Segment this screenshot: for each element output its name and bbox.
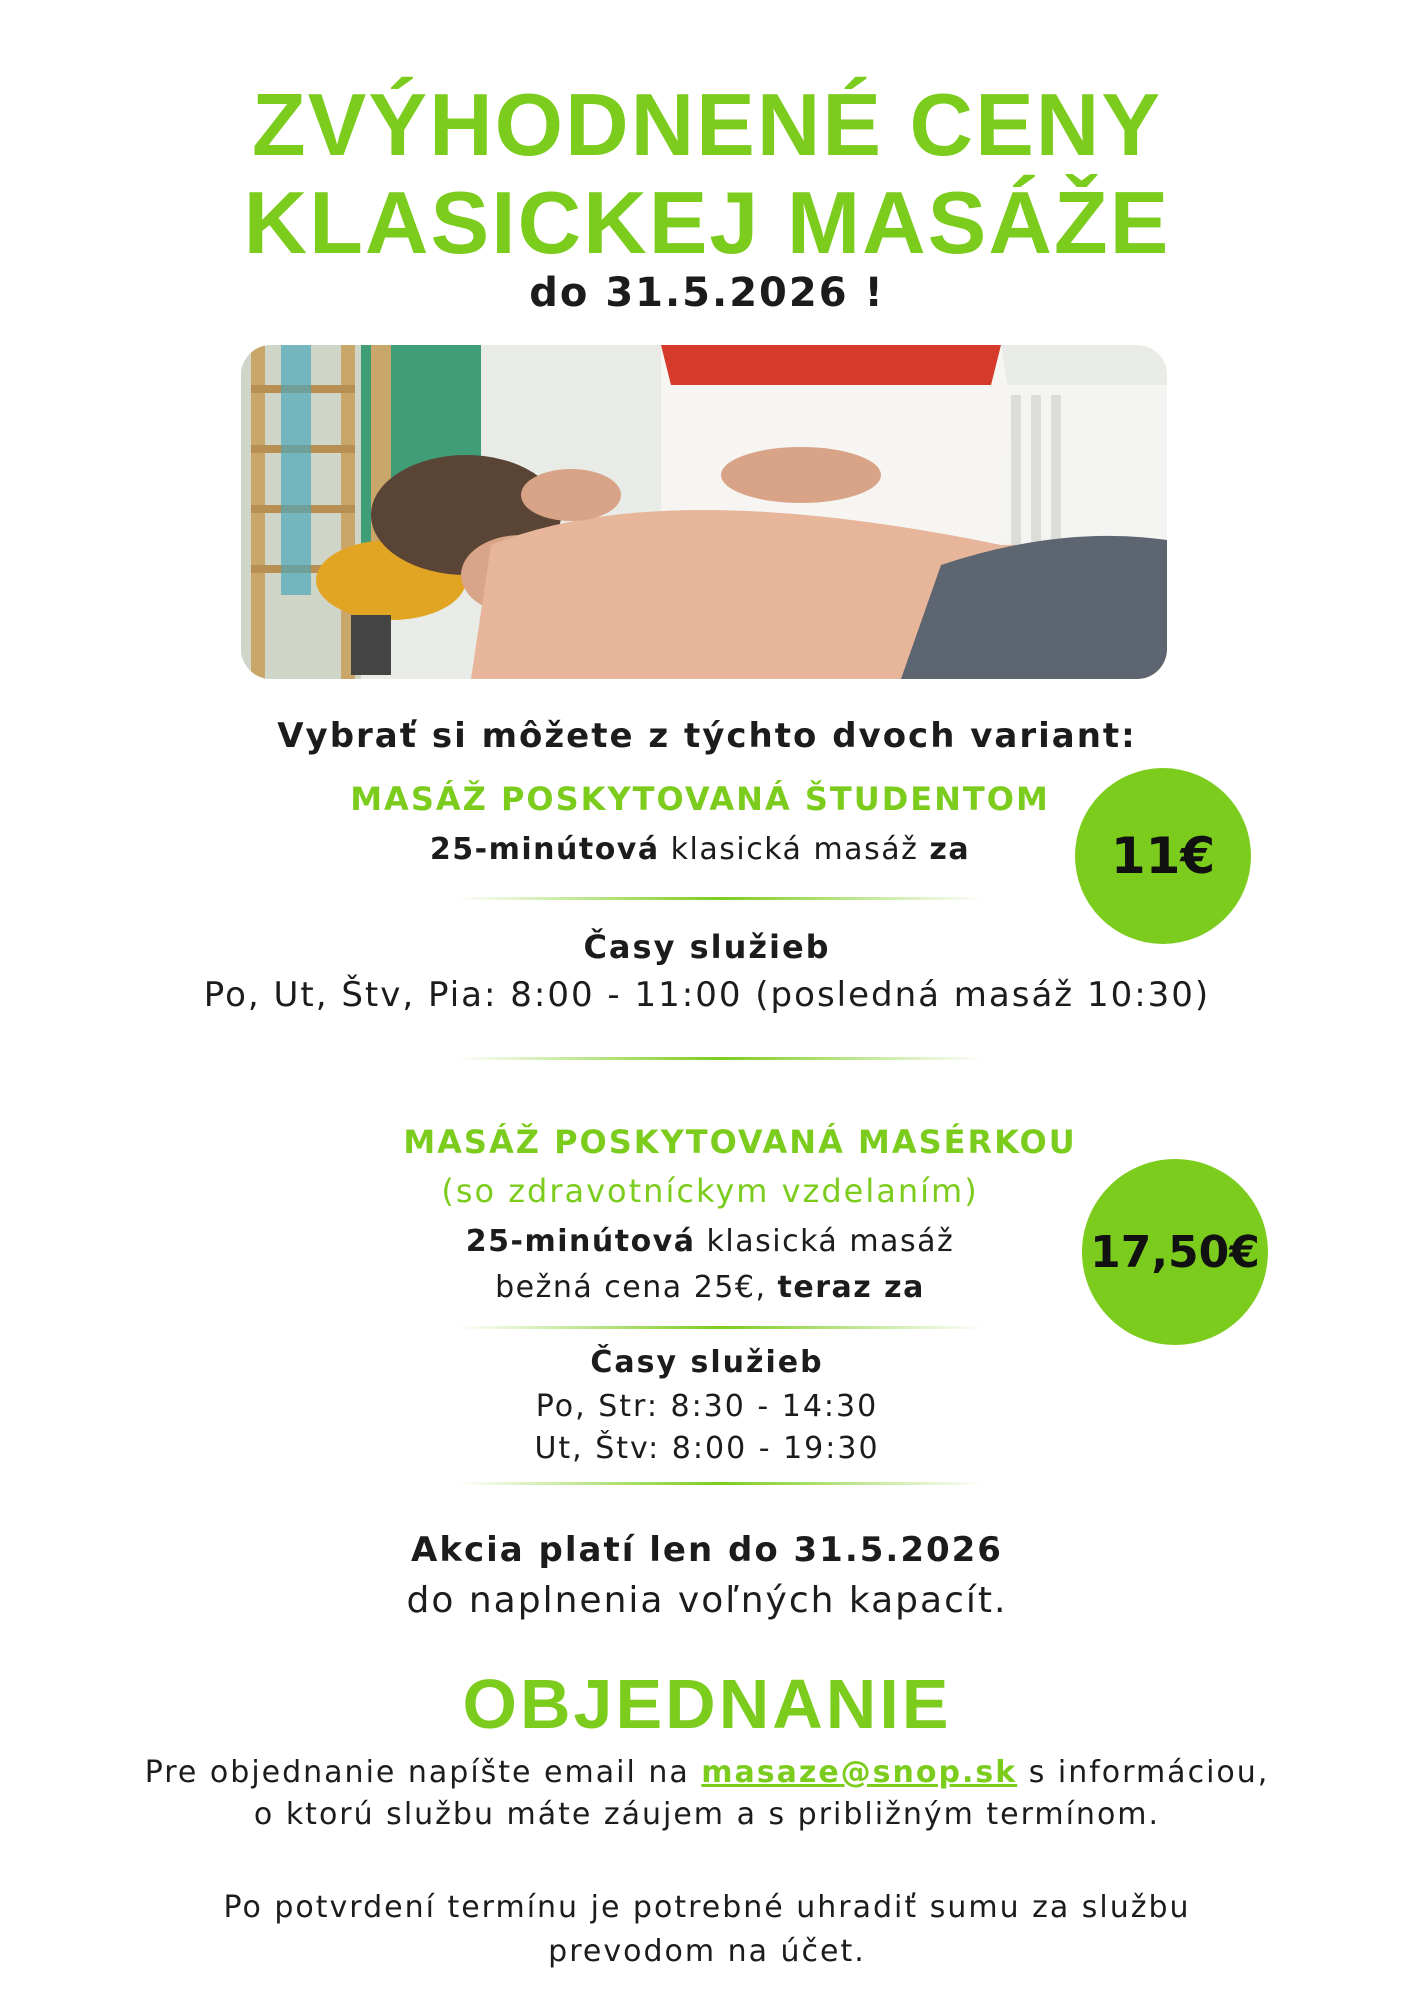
option1-description <box>300 832 1100 867</box>
order-heading: OBJEDNANIE <box>462 1665 952 1743</box>
option1-price-badge <box>1075 768 1251 944</box>
option2-heading: MASÁŽ POSKYTOVANÁ MASÉRKOU <box>403 1123 1077 1161</box>
validity-line2: do naplnenia voľných kapacít. <box>406 1580 1008 1621</box>
title-line-1: ZVÝHODNENÉ CENY <box>251 75 1163 174</box>
option1-desc: klasická masáž <box>659 832 930 867</box>
option1-hours-title: Časy služieb <box>583 928 831 966</box>
order-text-after: s informáciou, <box>1017 1755 1270 1790</box>
divider <box>455 1482 985 1485</box>
page-title <box>0 76 1414 272</box>
payment-line2: prevodom na účet. <box>548 1934 866 1969</box>
email-link[interactable]: masaze@snop.sk <box>701 1755 1018 1790</box>
divider <box>455 897 985 900</box>
option2-hours-line1: Po, Str: 8:30 - 14:30 <box>535 1389 879 1424</box>
option2-desc: klasická masáž <box>695 1224 955 1259</box>
option1-duration: 25-minútová <box>429 832 660 867</box>
divider <box>455 1057 985 1060</box>
option2-description-line1 <box>340 1224 1080 1259</box>
order-text-line1 <box>0 1755 1414 1790</box>
option2-price: 17,50€ <box>1090 1226 1260 1278</box>
order-text-before: Pre objednanie napíšte email na <box>144 1755 702 1790</box>
option2-hours-line2: Ut, Štv: 8:00 - 19:30 <box>534 1431 880 1466</box>
divider <box>455 1326 985 1329</box>
option1-heading: MASÁŽ POSKYTOVANÁ ŠTUDENTOM <box>350 780 1050 818</box>
option2-price-badge <box>1082 1159 1268 1345</box>
option1-price: 11€ <box>1110 827 1216 885</box>
intro-text: Vybrať si môžete z týchto dvoch variant: <box>277 716 1137 756</box>
option2-description-line2 <box>340 1270 1080 1305</box>
option1-hours: Po, Ut, Štv, Pia: 8:00 - 11:00 (posledná masáž 10:30) <box>203 975 1211 1015</box>
option2-duration: 25-minútová <box>465 1224 696 1259</box>
title-line-2: KLASICKEJ MASÁŽE <box>243 173 1171 272</box>
option2-now: teraz za <box>777 1270 925 1305</box>
order-text-line2: o ktorú službu máte záujem a s približným termínom. <box>253 1797 1161 1832</box>
payment-line1: Po potvrdení termínu je potrebné uhradiť sumu za službu <box>223 1890 1191 1925</box>
validity-line1: Akcia platí len do 31.5.2026 <box>411 1530 1003 1570</box>
option2-hours-title: Časy služieb <box>590 1345 824 1380</box>
massage-photo <box>241 345 1167 679</box>
option1-za: za <box>929 832 971 867</box>
deadline: do 31.5.2026 ! <box>529 270 885 316</box>
option2-regular-price: bežná cena 25€, <box>495 1270 778 1305</box>
option2-subheading: (so zdravotníckym vzdelaním) <box>441 1172 979 1210</box>
